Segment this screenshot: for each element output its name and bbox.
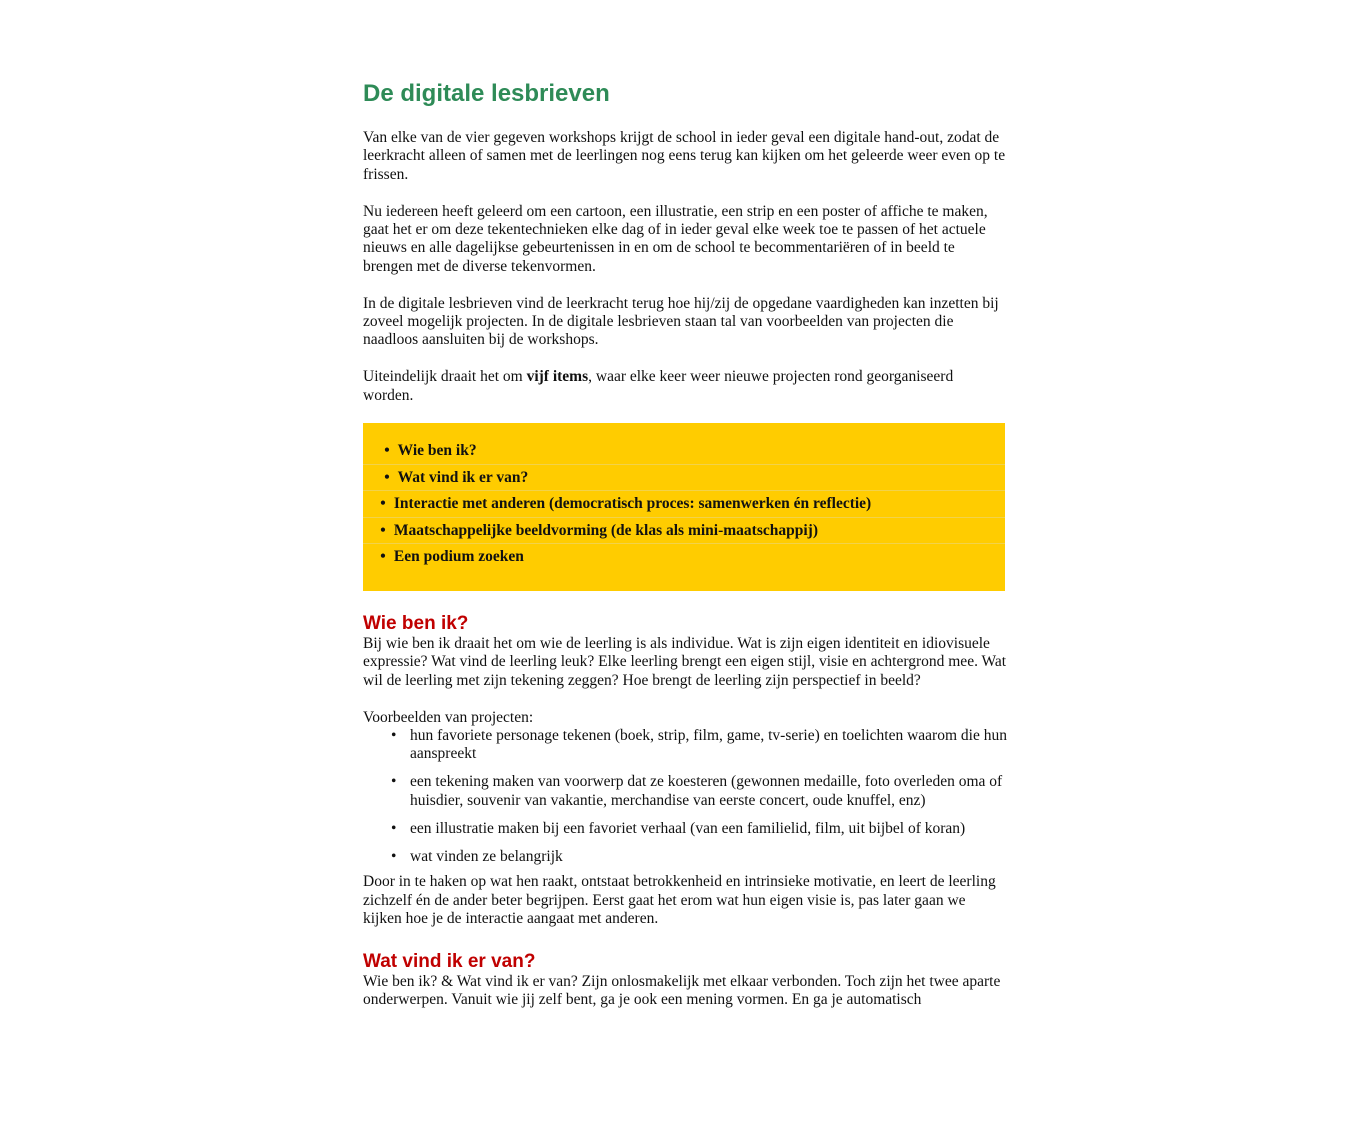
callout-item-label: Interactie met anderen (democratisch proces: samenwerken én reflectie) — [393, 495, 872, 513]
document-page — [363, 78, 1007, 1009]
intro-paragraph-1: Van elke van de vier gegeven workshops krijgt de school in ieder geval een digitale hand-out, zodat de leerkracht alleen of samen met de leerlingen nog eens terug kan kijken om het geleerde weer even op te frissen. — [363, 129, 1006, 183]
list-item-text: hun favoriete personage tekenen (boek, strip, film, game, tv-serie) en toelichten waarom die hun aanspreekt — [410, 727, 1007, 763]
section-heading-wie-ben-ik: Wie ben ik? — [363, 613, 469, 635]
bullet-dot-icon: • — [380, 495, 386, 513]
bullet-dot-icon: • — [380, 521, 386, 539]
list-item — [391, 848, 1007, 866]
list-item — [391, 727, 1007, 764]
bullet-dot-icon: • — [384, 442, 390, 460]
examples-list — [363, 727, 1007, 866]
callout-item — [363, 465, 1005, 492]
bullet-dot-icon: • — [384, 468, 390, 486]
section1-body: Bij wie ben ik draait het om wie de leerling is als individue. Wat is zijn eigen identiteit en idiovisuele expressie? Wat vind de leerling leuk? Elke leerling brengt een eigen stijl, visie en achtergrond mee. Wat wil de leerling met zijn tekening zeggen? Hoe brengt de leerling zijn perspectief in beeld? — [363, 635, 1007, 689]
callout-item-label: Een podium zoeken — [393, 548, 524, 566]
intro-paragraph-2: Nu iedereen heeft geleerd om een cartoon, een illustratie, een strip en een poster of affiche te maken, gaat het er om deze tekentechnieken elke dag of in ieder geval elke week toe te passen of het actuele nieuws en alle dagelijkse gebeurtenissen in en om de school te becommentariëren of in beeld te brengen met de diverse tekenvormen. — [363, 202, 988, 275]
examples-label: Voorbeelden van projecten: — [363, 708, 534, 726]
items-intro-after: , waar elke keer weer nieuwe projecten rond georganiseerd worden. — [363, 368, 954, 404]
callout-item-label: Wie ben ik? — [397, 442, 477, 460]
bullet-dot-icon: • — [391, 773, 397, 791]
list-item-text: een illustratie maken bij een favoriet verhaal (van een familielid, film, uit bijbel of koran) — [410, 819, 966, 837]
list-item — [391, 820, 1007, 838]
list-item — [391, 773, 1007, 810]
page-title: De digitale lesbrieven — [363, 80, 610, 107]
callout-item-label: Maatschappelijke beeldvorming (de klas als mini-maatschappij) — [393, 521, 818, 539]
list-item-text: wat vinden ze belangrijk — [410, 847, 563, 865]
section1-closing: Door in te haken op wat hen raakt, ontstaat betrokkenheid en intrinsieke motivatie, en leert de leerling zichzelf én de ander beter begrijpen. Eerst gaat het erom wat hun eigen visie is, pas later gaan we kijken hoe je de interactie aangaat met anderen. — [363, 873, 996, 928]
intro-paragraph-3: In de digitale lesbrieven vind de leerkracht terug hoe hij/zij de opgedane vaardigheden kan inzetten bij zoveel mogelijk projecten. In de digitale lesbrieven staan tal van voorbeelden van projecten die naadloos aansluiten bij de workshops. — [363, 294, 999, 349]
bullet-dot-icon: • — [391, 727, 397, 745]
bullet-dot-icon: • — [391, 847, 397, 865]
callout-item — [363, 544, 1005, 571]
five-items-callout — [363, 423, 1005, 591]
callout-item-label: Wat vind ik er van? — [397, 468, 529, 486]
bullet-dot-icon: • — [391, 819, 397, 837]
list-item-text: een tekening maken van voorwerp dat ze koesteren (gewonnen medaille, foto overleden oma of huisdier, souvenir van vakantie, merchandise van eerste concert, oude knuffel, enz) — [410, 773, 1003, 809]
section-heading-wat-vind-ik-er-van: Wat vind ik er van? — [363, 950, 536, 972]
callout-item — [363, 491, 1005, 518]
callout-item — [363, 438, 1005, 465]
items-intro-paragraph — [363, 368, 1007, 405]
callout-item — [363, 518, 1005, 545]
items-intro-bold: vijf items — [526, 368, 589, 386]
bullet-dot-icon: • — [380, 548, 386, 566]
section2-body: Wie ben ik? & Wat vind ik er van? Zijn onlosmakelijk met elkaar verbonden. Toch zijn het twee aparte onderwerpen. Vanuit wie jij zelf bent, ga je ook een mening vormen. En ga je automatisch — [363, 972, 1001, 1008]
items-intro-before: Uiteindelijk draait het om — [363, 368, 527, 386]
